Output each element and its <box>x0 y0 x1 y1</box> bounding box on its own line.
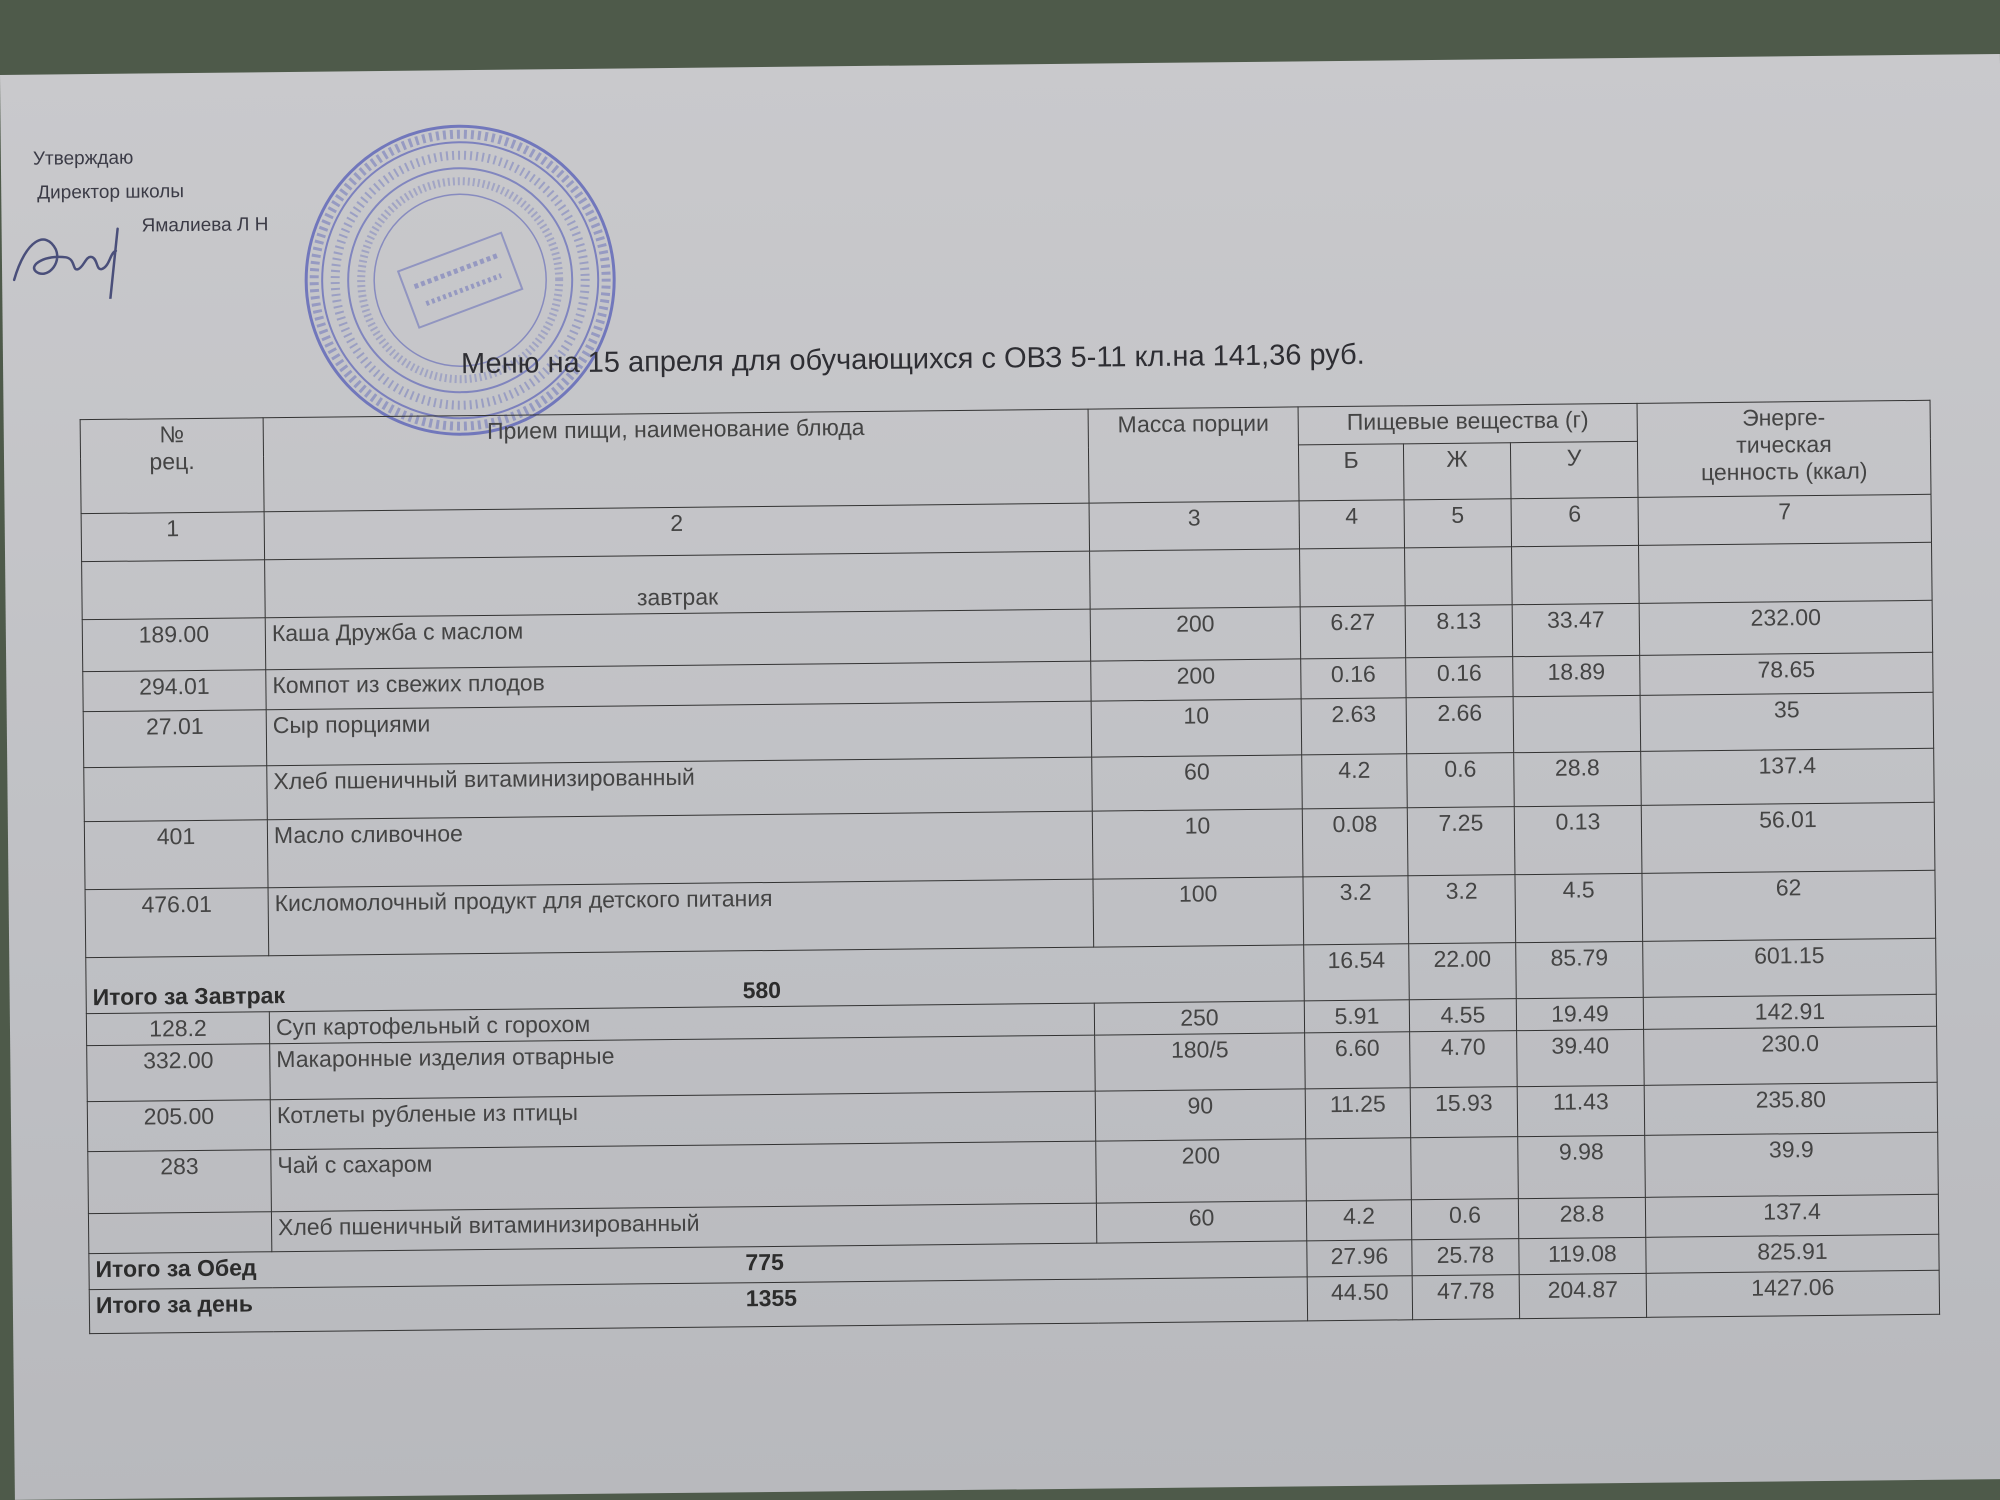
cell-mass: 250 <box>1094 1001 1304 1035</box>
cell-rec: 189.00 <box>82 618 266 672</box>
section-label-breakfast: завтрак <box>265 551 1091 618</box>
official-seal <box>299 119 622 442</box>
cell-kcal: 78.65 <box>1640 652 1933 695</box>
col-number: 7 <box>1638 494 1931 545</box>
total-mass: 580 <box>742 976 782 1004</box>
total-kcal: 1427.06 <box>1646 1270 1939 1317</box>
cell-u: 0.13 <box>1514 805 1642 874</box>
col-number: 4 <box>1299 500 1404 549</box>
cell-rec: 27.01 <box>83 710 267 768</box>
cell-rec: 332.00 <box>87 1044 271 1102</box>
cell-kcal: 35 <box>1640 692 1934 751</box>
cell-kcal: 137.4 <box>1641 748 1935 805</box>
total-u: 119.08 <box>1519 1237 1646 1274</box>
cell-zh: 0.16 <box>1406 657 1513 698</box>
cell-zh: 8.13 <box>1405 605 1513 658</box>
total-zh: 25.78 <box>1412 1239 1519 1276</box>
cell-mass: 180/5 <box>1095 1033 1306 1091</box>
cell-u <box>1513 695 1641 752</box>
page-title: Меню на 15 апреля для обучающихся с ОВЗ 5-11 кл.на 141,36 руб. <box>460 338 1365 381</box>
header-mass: Масса порции <box>1088 407 1299 503</box>
cell-mass: 200 <box>1096 1139 1307 1203</box>
total-kcal: 825.91 <box>1646 1234 1939 1273</box>
cell-dish: Масло сливочное <box>267 811 1093 888</box>
cell-b: 2.63 <box>1301 698 1407 755</box>
cell-b: 4.2 <box>1302 754 1408 809</box>
cell-mass: 60 <box>1092 755 1303 811</box>
cell-b: 4.2 <box>1306 1200 1411 1241</box>
header-b: Б <box>1298 444 1404 501</box>
cell-b: 6.60 <box>1305 1032 1411 1089</box>
cell-kcal: 39.9 <box>1645 1132 1939 1197</box>
cell-u: 9.98 <box>1518 1135 1646 1198</box>
cell-dish: Хлеб пшеничный витаминизированный <box>267 757 1093 820</box>
cell-zh: 7.25 <box>1407 807 1515 876</box>
cell-mass: 90 <box>1095 1089 1306 1141</box>
header-energy: Энерге- тическая ценность (ккал) <box>1637 400 1931 497</box>
cell-zh <box>1411 1137 1519 1200</box>
header-dish: Прием пищи, наименование блюда <box>263 409 1089 512</box>
cell-rec <box>84 766 268 822</box>
cell-rec <box>88 1212 271 1254</box>
cell-b: 0.08 <box>1302 808 1408 877</box>
total-zh: 22.00 <box>1409 943 1517 1000</box>
cell-zh: 3.2 <box>1408 875 1516 944</box>
cell-zh: 15.93 <box>1410 1087 1518 1138</box>
cell-b <box>1306 1138 1412 1201</box>
cell-mass: 10 <box>1092 809 1303 879</box>
cell-b: 0.16 <box>1301 658 1406 699</box>
document-page <box>0 54 2000 1500</box>
total-u: 85.79 <box>1516 941 1644 998</box>
cell-dish: Кисломолочный продукт для детского питания <box>268 879 1094 956</box>
cell-zh: 0.6 <box>1411 1199 1518 1240</box>
cell-u: 18.89 <box>1513 655 1640 696</box>
handwritten-signature <box>5 208 146 299</box>
cell-mass: 200 <box>1090 607 1301 661</box>
cell-kcal: 230.0 <box>1644 1026 1938 1085</box>
total-b: 44.50 <box>1307 1276 1412 1321</box>
cell-mass: 200 <box>1091 659 1301 701</box>
cell-kcal: 232.00 <box>1639 600 1933 655</box>
cell-u: 28.8 <box>1518 1197 1645 1238</box>
approval-line: Утверждаю <box>32 147 134 170</box>
total-zh: 47.78 <box>1412 1275 1519 1320</box>
cell-b: 11.25 <box>1305 1088 1411 1139</box>
cell-u: 28.8 <box>1514 751 1642 806</box>
cell-dish: Суп картофельный с горохом <box>269 1003 1094 1044</box>
cell-rec: 401 <box>84 820 268 890</box>
cell-rec: 283 <box>88 1150 272 1214</box>
cell-mass: 60 <box>1096 1201 1306 1243</box>
total-label: Итого за день <box>95 1290 254 1319</box>
header-nutrients: Пищевые вещества (г) <box>1298 403 1637 445</box>
cell-dish: Макаронные изделия отварные <box>270 1035 1096 1100</box>
cell-u: 4.5 <box>1515 873 1643 942</box>
cell-kcal: 142.91 <box>1643 994 1936 1029</box>
cell-dish: Котлеты рубленые из птицы <box>270 1091 1095 1150</box>
cell-kcal: 56.01 <box>1641 802 1935 873</box>
header-rec-no: № рец. <box>80 418 264 514</box>
header-zh: Ж <box>1403 443 1511 500</box>
cell-mass: 100 <box>1093 877 1304 947</box>
menu-table <box>80 400 1940 1334</box>
total-label: Итого за Обед <box>95 1254 257 1283</box>
approval-signatory: Ямалиева Л Н <box>141 214 269 237</box>
cell-dish: Чай с сахаром <box>271 1141 1097 1212</box>
cell-rec: 205.00 <box>87 1100 271 1152</box>
total-label: Итого за Завтрак <box>92 982 286 1011</box>
total-b: 16.54 <box>1304 944 1410 1001</box>
cell-dish: Компот из свежих плодов <box>266 661 1091 710</box>
cell-kcal: 137.4 <box>1645 1194 1938 1237</box>
cell-b: 3.2 <box>1303 876 1409 945</box>
col-number: 3 <box>1089 501 1299 551</box>
col-number: 5 <box>1404 499 1511 548</box>
cell-rec: 476.01 <box>85 888 269 958</box>
total-mass: 775 <box>745 1248 784 1276</box>
col-number: 1 <box>81 512 264 562</box>
cell-zh: 4.70 <box>1410 1031 1518 1088</box>
cell-mass: 10 <box>1091 699 1302 757</box>
cell-dish: Сыр порциями <box>266 701 1092 766</box>
cell-b: 5.91 <box>1304 1000 1409 1033</box>
cell-rec: 294.01 <box>83 670 266 712</box>
cell-b: 6.27 <box>1300 606 1406 659</box>
cell-u: 33.47 <box>1512 603 1640 656</box>
approval-position: Директор школы <box>37 181 185 204</box>
total-mass: 1355 <box>745 1284 798 1312</box>
cell-zh: 0.6 <box>1407 753 1515 808</box>
cell-dish: Хлеб пшеничный витаминизированный <box>271 1203 1096 1252</box>
total-u: 204.87 <box>1519 1273 1646 1318</box>
cell-u: 19.49 <box>1516 997 1643 1030</box>
cell-dish: Каша Дружба с маслом <box>265 609 1090 670</box>
cell-zh: 2.66 <box>1406 697 1514 754</box>
header-u: У <box>1510 441 1638 498</box>
cell-kcal: 235.80 <box>1644 1082 1938 1135</box>
total-b: 27.96 <box>1307 1240 1412 1277</box>
total-kcal: 601.15 <box>1643 938 1937 997</box>
cell-u: 39.40 <box>1517 1029 1645 1086</box>
col-number: 2 <box>264 503 1089 560</box>
cell-zh: 4.55 <box>1409 999 1516 1032</box>
cell-u: 11.43 <box>1517 1085 1645 1136</box>
cell-rec: 128.2 <box>86 1012 269 1046</box>
cell-kcal: 62 <box>1642 870 1936 941</box>
col-number: 6 <box>1511 497 1638 546</box>
